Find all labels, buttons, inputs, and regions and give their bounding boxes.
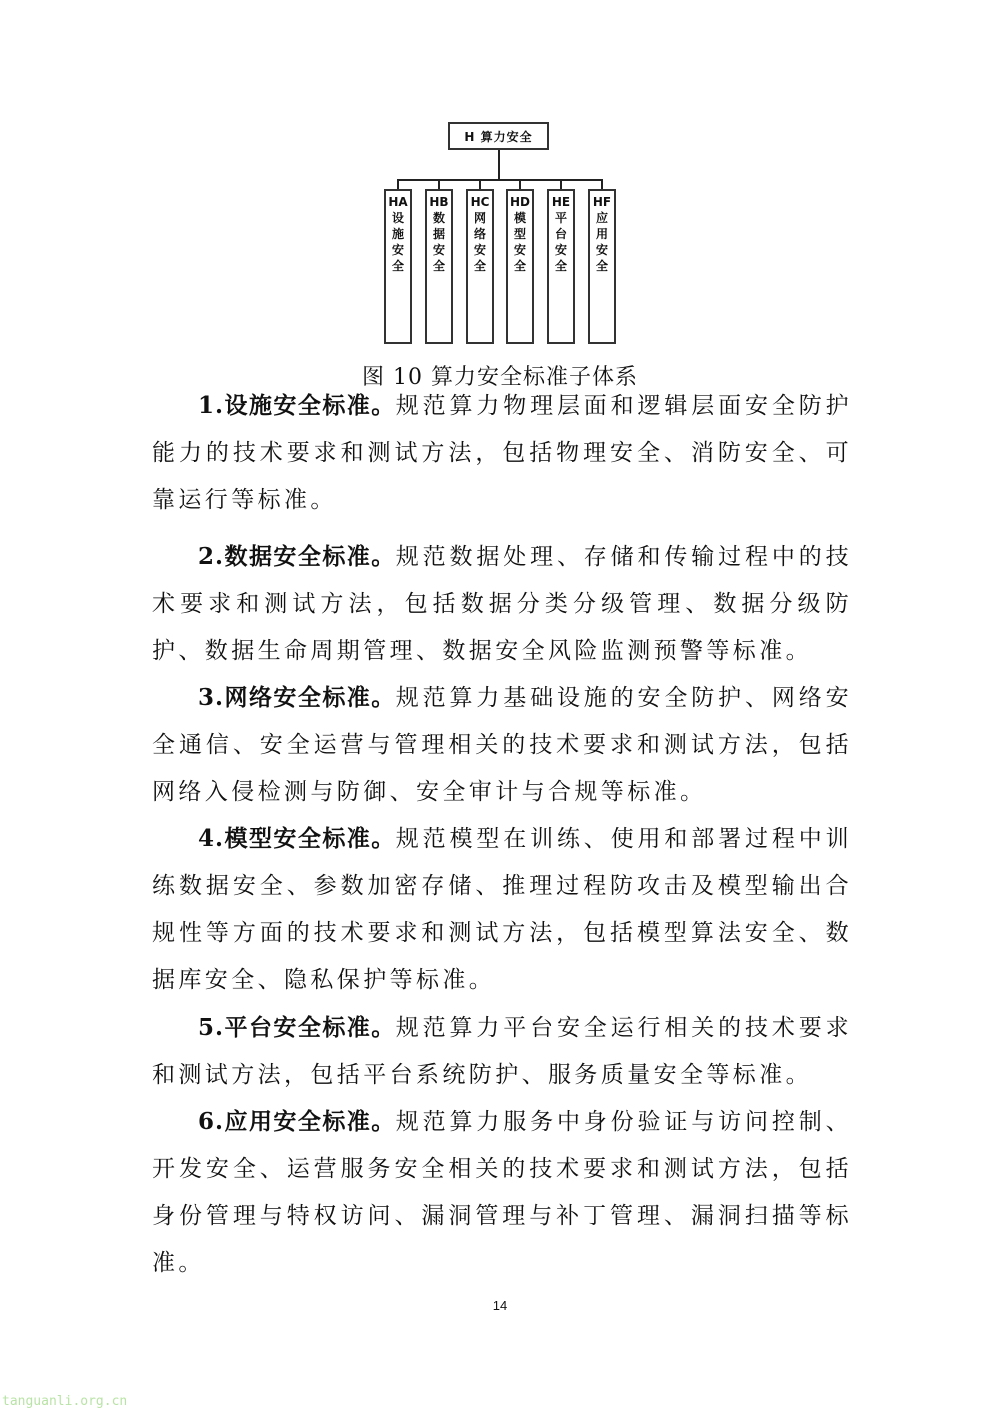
paragraph-heading: 6.应用安全标准。 <box>198 1108 396 1135</box>
child-code: HC <box>470 195 490 209</box>
child-node-he <box>547 189 575 344</box>
paragraph-body: 规范算力服务中身份验证与访问控制、开发安全、运营服务安全相关的技术要求和测试方法，包括身份管理与特权访问、漏洞管理与补丁管理、漏洞扫描等标准。 <box>152 1109 852 1276</box>
paragraph-network-security <box>152 674 852 816</box>
child-label: 模型安全 <box>513 211 526 273</box>
child-code: HE <box>551 195 571 209</box>
child-node-hf <box>588 189 616 344</box>
child-code: HD <box>509 195 530 209</box>
root-node <box>448 122 549 150</box>
paragraph-heading: 4.模型安全标准。 <box>198 825 396 852</box>
paragraph-body: 规范算力物理层面和逻辑层面安全防护能力的技术要求和测试方法，包括物理安全、消防安全、可靠运行等标准。 <box>152 393 852 513</box>
child-label: 应用安全 <box>595 211 608 273</box>
watermark: tanguanli.org.cn <box>2 1394 128 1409</box>
paragraph-data-security <box>152 533 852 675</box>
child-node-hb <box>425 189 453 344</box>
paragraph-facility-security <box>152 382 852 524</box>
paragraph-heading: 2.数据安全标准。 <box>198 543 396 570</box>
figure-caption: 图 10 算力安全标准子体系 <box>362 365 638 390</box>
child-label: 设施安全 <box>391 211 404 273</box>
standards-tree-diagram <box>0 0 1000 360</box>
paragraph-body: 规范模型在训练、使用和部署过程中训练数据安全、参数加密存储、推理过程防攻击及模型输出合规性等方面的技术要求和测试方法，包括模型算法安全、数据库安全、隐私保护等标准。 <box>152 826 852 993</box>
paragraph-body: 规范数据处理、存储和传输过程中的技术要求和测试方法，包括数据分类分级管理、数据分级防护、数据生命周期管理、数据安全风险监测预警等标准。 <box>152 544 852 664</box>
branch-bar <box>397 179 603 181</box>
child-node-hd <box>506 189 534 344</box>
paragraph-body: 规范算力基础设施的安全防护、网络安全通信、安全运营与管理相关的技术要求和测试方法，包括网络入侵检测与防御、安全审计与合规等标准。 <box>152 685 852 805</box>
child-code: HB <box>429 195 449 209</box>
child-node-hc <box>466 189 494 344</box>
paragraph-heading: 1.设施安全标准。 <box>198 392 396 419</box>
child-code: HA <box>388 195 408 209</box>
child-label: 数据安全 <box>432 211 445 273</box>
paragraph-model-security <box>152 815 852 1004</box>
paragraph-application-security <box>152 1098 852 1287</box>
child-label: 平台安全 <box>554 211 567 273</box>
paragraph-heading: 5.平台安全标准。 <box>198 1014 396 1041</box>
child-label: 网络安全 <box>473 211 486 273</box>
root-connector <box>498 150 500 181</box>
child-node-ha <box>384 189 412 344</box>
paragraph-platform-security <box>152 1004 852 1099</box>
page-number: 14 <box>492 1298 508 1313</box>
child-code: HF <box>592 195 612 209</box>
paragraph-body: 规范算力平台安全运行相关的技术要求和测试方法，包括平台系统防护、服务质量安全等标准。 <box>152 1015 852 1088</box>
paragraph-heading: 3.网络安全标准。 <box>198 684 396 711</box>
root-node-label: H 算力安全 <box>464 129 533 144</box>
